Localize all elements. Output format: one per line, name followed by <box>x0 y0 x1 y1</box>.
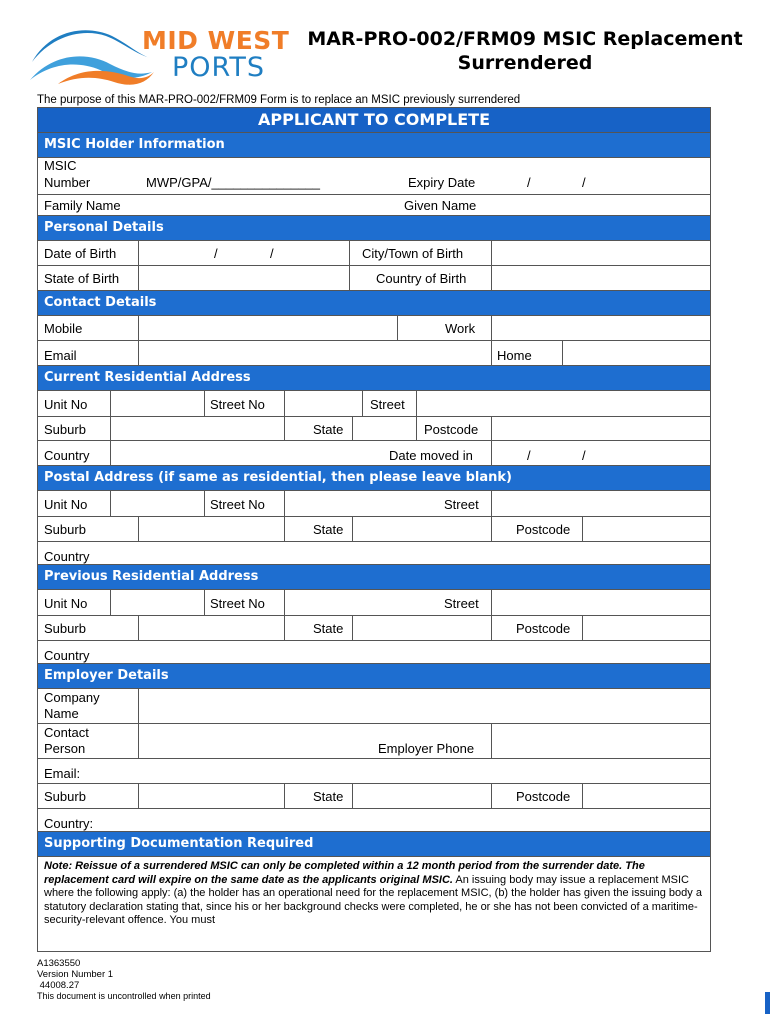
contact-person-label-line2: Person <box>44 741 86 756</box>
previous-unit-label: Unit No <box>44 596 88 611</box>
postal-unit-label: Unit No <box>44 497 88 512</box>
previous-suburb-label: Suburb <box>44 621 86 636</box>
work-label: Work <box>445 321 476 336</box>
current-row-2 <box>38 417 710 441</box>
birth-row-1 <box>38 241 710 266</box>
msic-number-row <box>38 158 710 195</box>
email-label: Email <box>44 348 77 363</box>
current-country-label: Country <box>44 448 90 463</box>
contact-row-1 <box>38 316 710 341</box>
form-title-line1: MAR-PRO-002/FRM09 MSIC Replacement <box>307 28 743 50</box>
employer-suburb-label: Suburb <box>44 789 86 804</box>
document-footer <box>37 958 211 1002</box>
previous-street-no-label: Street No <box>210 596 265 611</box>
section-personal-details: Personal Details <box>38 216 710 241</box>
current-postcode-label: Postcode <box>424 422 479 437</box>
msic-label: MSIC <box>44 158 77 173</box>
section-contact-details: Contact Details <box>38 291 710 316</box>
form-title <box>290 27 760 75</box>
postal-state-label: State <box>313 522 344 537</box>
employer-country-label: Country: <box>44 816 94 831</box>
current-street-no-label: Street No <box>210 397 265 412</box>
mobile-label: Mobile <box>44 321 83 336</box>
note-bold-text: Note: Reissue of a surrendered MSIC can only be completed within a 12 month period from the surrender date. The replacement card will expire on the same date as the applicants original MSIC. <box>44 860 645 886</box>
previous-state-label: State <box>313 621 344 636</box>
applicant-form <box>37 107 711 952</box>
current-unit-label: Unit No <box>44 397 88 412</box>
section-current-address: Current Residential Address <box>38 366 710 391</box>
city-of-birth-label: City/Town of Birth <box>362 246 464 261</box>
moved-slash-2: / <box>582 448 586 463</box>
employer-state-label: State <box>313 789 344 804</box>
state-of-birth-label: State of Birth <box>44 271 120 286</box>
expiry-date-slash-2: / <box>582 175 586 190</box>
expiry-date-slash-1: / <box>527 175 531 190</box>
employer-postcode-label: Postcode <box>516 789 571 804</box>
previous-row-2 <box>38 616 710 641</box>
date-moved-in-label: Date moved in <box>389 448 473 463</box>
postal-street-label: Street <box>444 497 479 512</box>
supporting-note <box>38 857 710 951</box>
employer-email-label: Email: <box>44 766 81 781</box>
company-label-line2: Name <box>44 706 79 721</box>
contact-row-2 <box>38 341 710 366</box>
previous-row-3 <box>38 641 710 664</box>
section-previous-address: Previous Residential Address <box>38 565 710 590</box>
current-suburb-label: Suburb <box>44 422 86 437</box>
name-row <box>38 195 710 216</box>
dob-label: Date of Birth <box>44 246 117 261</box>
form-title-line2: Surrendered <box>457 52 593 74</box>
section-supporting-docs: Supporting Documentation Required <box>38 832 710 857</box>
postal-row-3 <box>38 542 710 565</box>
postal-street-no-label: Street No <box>210 497 265 512</box>
logo-text-mid-west: MID WEST <box>142 26 290 55</box>
country-of-birth-label: Country of Birth <box>376 271 467 286</box>
section-postal-address: Postal Address (if same as residential, then please leave blank) <box>38 466 710 491</box>
footer-version: Version Number 1 <box>37 969 114 980</box>
dob-slash-1: / <box>214 246 218 261</box>
postal-country-label: Country <box>44 549 90 564</box>
footer-doc-id: A1363550 <box>37 958 81 969</box>
birth-row-2 <box>38 266 710 291</box>
current-row-3 <box>38 441 710 466</box>
msic-number-label: Number <box>44 175 91 190</box>
postal-row-2 <box>38 517 710 542</box>
purpose-text: The purpose of this MAR-PRO-002/FRM09 Form is to replace an MSIC previously surrendered <box>37 94 521 106</box>
msic-number-field[interactable]: MWP/GPA/_______________ <box>146 175 320 190</box>
contact-person-label-line1: Contact <box>44 725 89 740</box>
current-row-1 <box>38 391 710 417</box>
home-label: Home <box>497 348 532 363</box>
previous-country-label: Country <box>44 648 90 663</box>
employer-row-2 <box>38 724 710 759</box>
employer-row-4 <box>38 784 710 809</box>
section-employer-details: Employer Details <box>38 664 710 689</box>
postal-postcode-label: Postcode <box>516 522 571 537</box>
moved-slash-1: / <box>527 448 531 463</box>
employer-phone-label: Employer Phone <box>378 741 475 756</box>
previous-row-1 <box>38 590 710 616</box>
current-state-label: State <box>313 422 344 437</box>
company-label-line1: Company <box>44 690 100 705</box>
given-name-label: Given Name <box>404 198 477 213</box>
current-street-label: Street <box>370 397 405 412</box>
page-edge-mark <box>765 992 770 1014</box>
expiry-date-label: Expiry Date <box>408 175 476 190</box>
previous-street-label: Street <box>444 596 479 611</box>
family-name-label: Family Name <box>44 198 121 213</box>
footer-uncontrolled: This document is uncontrolled when printed <box>37 991 211 1001</box>
logo-text-ports: PORTS <box>172 52 265 83</box>
note-body-text: An issuing body may issue a replacement MSIC where the following apply: (a) the holder has an operational need for the replacement MSIC, (b) the holder has given the issuing body a statutory declaration stating that, since his or her background checks were completed, he or she has not been convicted of a maritime-security-relevant offence. You must <box>44 873 702 926</box>
dob-slash-2: / <box>270 246 274 261</box>
footer-ref: 44008.27 <box>37 980 80 991</box>
section-msic-holder: MSIC Holder Information <box>38 133 710 158</box>
employer-row-5 <box>38 809 710 832</box>
employer-row-1 <box>38 689 710 724</box>
postal-suburb-label: Suburb <box>44 522 86 537</box>
postal-row-1 <box>38 491 710 517</box>
employer-row-3 <box>38 759 710 784</box>
applicant-banner: APPLICANT TO COMPLETE <box>38 108 710 133</box>
previous-postcode-label: Postcode <box>516 621 571 636</box>
